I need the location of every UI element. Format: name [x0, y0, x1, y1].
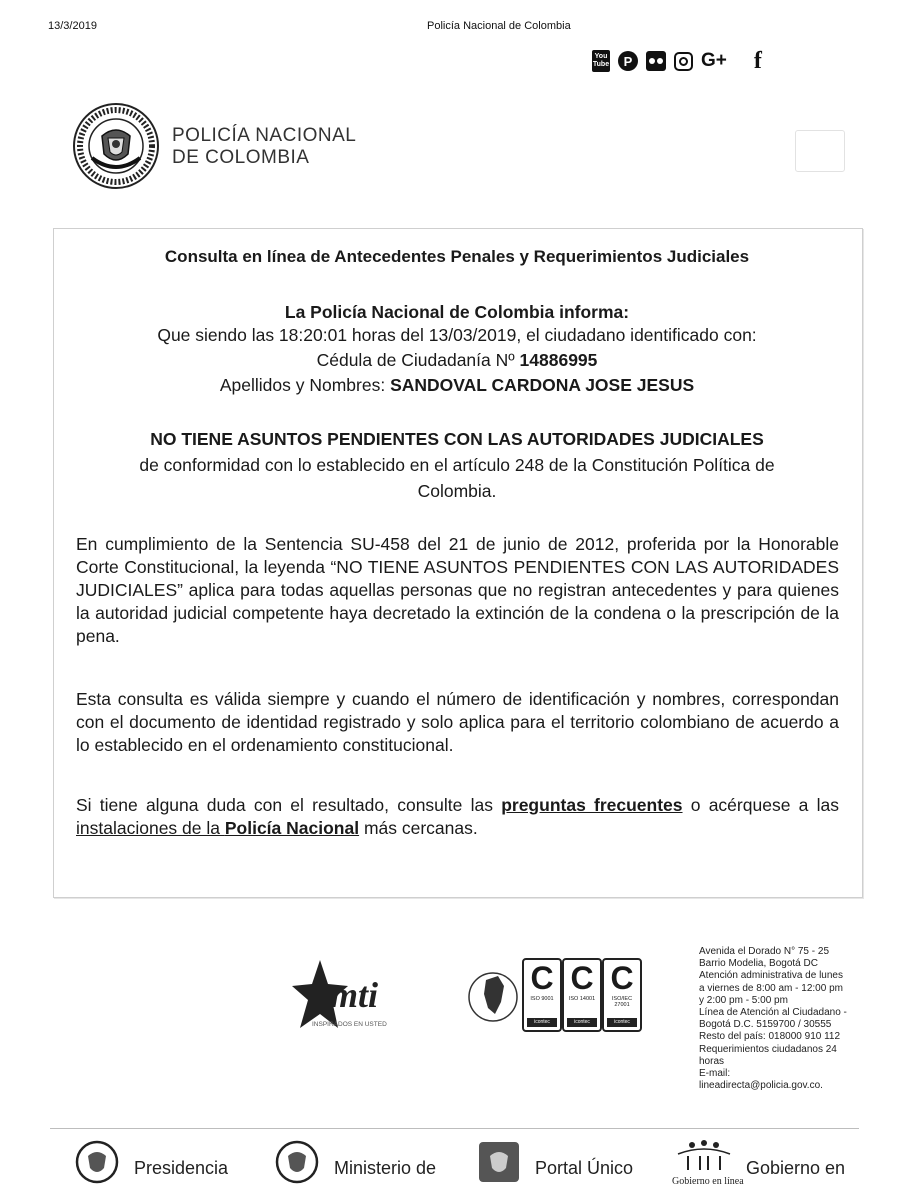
- address-line: a viernes de 8:00 am - 12:00 pm: [699, 982, 843, 994]
- installations-link[interactable]: [76, 818, 359, 838]
- mti-logo: [290, 958, 415, 1038]
- validity-paragraph: Esta consulta es válida siempre y cuando el número de identificación y nombres, correspondan con el documento de identidad registrado y solo aplica para el territorio colombiano de acuerdo a lo establecido en el ordenamiento constitucional.: [76, 689, 839, 755]
- id-line: [53, 349, 861, 372]
- social-links: [592, 47, 769, 74]
- email-link[interactable]: lineadirecta@policia.gov.co.: [699, 1080, 823, 1092]
- ministerio-link[interactable]: Ministerio de: [334, 1158, 437, 1178]
- id-label: Cédula de Ciudadanía Nº: [316, 350, 515, 370]
- gobierno-en-linea-icon: [672, 1140, 736, 1174]
- ministerio-seal-icon: [275, 1140, 319, 1184]
- brand-line-2: DE COLOMBIA: [172, 147, 310, 168]
- youtube-icon[interactable]: You Tube: [592, 50, 610, 72]
- faq-link[interactable]: preguntas frecuentes: [501, 795, 683, 815]
- facebook-icon[interactable]: f: [753, 47, 762, 74]
- pinterest-icon[interactable]: P: [618, 51, 638, 71]
- statement-line: Que siendo las 18:20:01 horas del 13/03/2019, el ciudadano identificado con:: [157, 325, 757, 345]
- address-line: Atención administrativa de lunes: [699, 970, 843, 982]
- certifications: [468, 958, 648, 1046]
- colombia-map-seal-icon: [468, 962, 518, 1032]
- address-line: Resto del país: 018000 910 112: [699, 1031, 841, 1043]
- presidencia-seal-icon: [75, 1140, 119, 1184]
- police-seal-icon: [72, 102, 160, 190]
- cert-icontec-label: icontec: [567, 1018, 597, 1027]
- presidencia-link[interactable]: Presidencia: [134, 1158, 229, 1178]
- cert-logo-c: C: [530, 960, 554, 996]
- flickr-icon[interactable]: [646, 51, 666, 71]
- address-line: Avenida el Dorado N° 75 - 25: [699, 946, 830, 957]
- gobierno-en-linea-logo-text: Gobierno en línea: [672, 1176, 744, 1187]
- address-line: Línea de Atención al Ciudadano -: [699, 1007, 847, 1019]
- help-text-b: o acérquese a las: [690, 795, 839, 815]
- address-line: Bogotá D.C. 5159700 / 30555: [699, 1019, 832, 1031]
- consulta-title: Consulta en línea de Antecedentes Penales y Requerimientos Judiciales: [164, 247, 750, 266]
- footer-divider: [50, 1128, 859, 1129]
- print-date: 13/3/2019: [48, 20, 97, 32]
- conformity-line-2: Colombia.: [417, 481, 497, 501]
- informs-heading: La Policía Nacional de Colombia informa:: [284, 302, 630, 322]
- portal-unico-icon: [477, 1140, 521, 1184]
- cert-iso-9001: [522, 958, 562, 1032]
- cert-logo-c: C: [570, 960, 594, 996]
- mti-tagline: INSPIRADOS EN USTED: [312, 1021, 387, 1028]
- mti-logo-text: mti: [330, 975, 379, 1015]
- help-text-a: Si tiene alguna duda con el resultado, consulte las: [76, 795, 493, 815]
- sentencia-paragraph: En cumplimiento de la Sentencia SU-458 del 21 de junio de 2012, proferida por la Honorable Corte Constitucional, la leyenda “NO TIENE ASUNTOS PENDIENTES CON LAS AUTORIDADES JUDICIALES” aplica para todas aquellas personas que no registran antecedentes y para quienes la autoridad judicial competente haya decretado la extinción de la condena o la prescripción de la pena.: [76, 534, 839, 646]
- name-label: Apellidos y Nombres:: [219, 375, 386, 395]
- address-line: horas: [699, 1055, 725, 1067]
- address-line: Barrio Modelia, Bogotá DC: [699, 958, 818, 970]
- page-header-title: Policía Nacional de Colombia: [427, 20, 571, 32]
- address-line: E-mail:: [699, 1068, 731, 1080]
- brand-name: [172, 125, 356, 169]
- name-value: SANDOVAL CARDONA JOSE JESUS: [390, 375, 695, 395]
- cert-iso-label: ISO/IEC 27001: [611, 996, 633, 1008]
- faded-widget: [795, 130, 845, 172]
- portal-unico-link[interactable]: Portal Único: [535, 1158, 634, 1178]
- cert-logo-c: C: [610, 960, 634, 996]
- name-line: [53, 374, 861, 397]
- help-paragraph: [76, 794, 839, 840]
- gobierno-en-linea-link[interactable]: Gobierno en: [746, 1158, 846, 1178]
- installations-link-text: instalaciones de la: [76, 818, 220, 838]
- contact-address: [699, 946, 859, 1092]
- help-text-c: más cercanas.: [363, 818, 478, 838]
- google-plus-icon[interactable]: G+: [701, 50, 727, 71]
- cert-iso-14001: [562, 958, 602, 1032]
- id-number: 14886995: [519, 350, 598, 370]
- cert-icontec-label: icontec: [527, 1018, 557, 1027]
- cert-iso-27001: [602, 958, 642, 1032]
- conformity-line-1: de conformidad con lo establecido en el artículo 248 de la Constitución Política de: [139, 455, 775, 475]
- brand-line-1: POLICÍA NACIONAL: [172, 125, 357, 146]
- address-line: Requerimientos ciudadanos 24: [699, 1043, 837, 1055]
- result-status: NO TIENE ASUNTOS PENDIENTES CON LAS AUTORIDADES JUDICIALES: [150, 429, 764, 449]
- cert-iso-label: ISO 9001: [530, 996, 554, 1002]
- installations-link-bold: Policía Nacional: [224, 818, 360, 838]
- cert-icontec-label: icontec: [607, 1018, 637, 1027]
- cert-iso-label: ISO 14001: [568, 996, 596, 1002]
- instagram-icon[interactable]: [674, 52, 693, 71]
- address-line: y 2:00 pm - 5:00 pm: [699, 994, 788, 1006]
